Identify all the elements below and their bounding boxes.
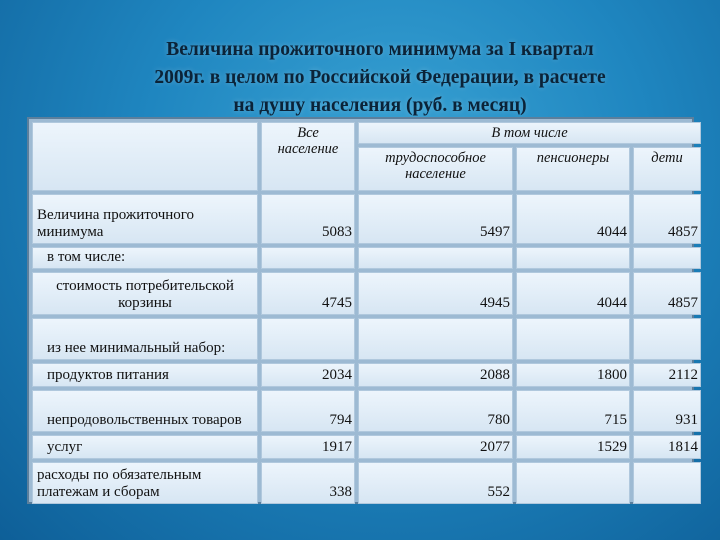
cell-pensioners: 1529	[516, 435, 630, 459]
cell-working: 552	[358, 462, 513, 504]
cell-children	[633, 318, 701, 360]
cell-children: 4857	[633, 272, 701, 315]
header-working-age: трудоспособное население	[358, 147, 513, 191]
row-label: Величина прожиточного минимума	[32, 194, 258, 244]
cell-children: 931	[633, 390, 701, 432]
table-row	[32, 194, 701, 244]
header-pensioners: пенсионеры	[516, 147, 630, 191]
cell-all	[261, 247, 355, 269]
title-line-1: Величина прожиточного минимума за I квартал	[166, 39, 594, 60]
cell-all: 5083	[261, 194, 355, 244]
cell-all: 4745	[261, 272, 355, 315]
header-corner-cell	[32, 122, 258, 191]
cell-pensioners	[516, 318, 630, 360]
title-line-2: 2009г. в целом по Российской Федерации, в расчете	[154, 67, 606, 88]
row-label: из нее минимальный набор:	[32, 318, 258, 360]
cell-children	[633, 462, 701, 504]
cell-working: 2077	[358, 435, 513, 459]
cell-pensioners: 4044	[516, 194, 630, 244]
cell-pensioners	[516, 462, 630, 504]
cell-all: 1917	[261, 435, 355, 459]
header-all-population: Все население	[261, 122, 355, 191]
cell-pensioners: 4044	[516, 272, 630, 315]
row-label: продуктов питания	[32, 363, 258, 387]
subsistence-table	[27, 117, 699, 504]
cell-all	[261, 318, 355, 360]
table-row	[32, 363, 701, 387]
cell-working: 2088	[358, 363, 513, 387]
table-row	[32, 247, 701, 269]
cell-pensioners: 715	[516, 390, 630, 432]
cell-working	[358, 247, 513, 269]
table-row	[32, 318, 701, 360]
cell-working: 780	[358, 390, 513, 432]
cell-working: 4945	[358, 272, 513, 315]
cell-all: 2034	[261, 363, 355, 387]
cell-working: 5497	[358, 194, 513, 244]
cell-children: 1814	[633, 435, 701, 459]
cell-working	[358, 318, 513, 360]
row-label: услуг	[32, 435, 258, 459]
slide-title	[60, 36, 700, 120]
table-row	[32, 272, 701, 315]
header-children: дети	[633, 147, 701, 191]
cell-pensioners	[516, 247, 630, 269]
row-label: непродовольственных товаров	[32, 390, 258, 432]
row-label: стоимость потребительской корзины	[32, 272, 258, 315]
cell-all: 338	[261, 462, 355, 504]
title-line-3: на душу населения (руб. в месяц)	[233, 95, 527, 116]
table-row	[32, 435, 701, 459]
row-label: расходы по обязательным платежам и сборам	[32, 462, 258, 504]
row-label: в том числе:	[32, 247, 258, 269]
cell-children: 2112	[633, 363, 701, 387]
cell-children	[633, 247, 701, 269]
table-row	[32, 462, 701, 504]
table-row	[32, 390, 701, 432]
cell-all: 794	[261, 390, 355, 432]
header-including: В том числе	[358, 122, 701, 144]
cell-children: 4857	[633, 194, 701, 244]
cell-pensioners: 1800	[516, 363, 630, 387]
